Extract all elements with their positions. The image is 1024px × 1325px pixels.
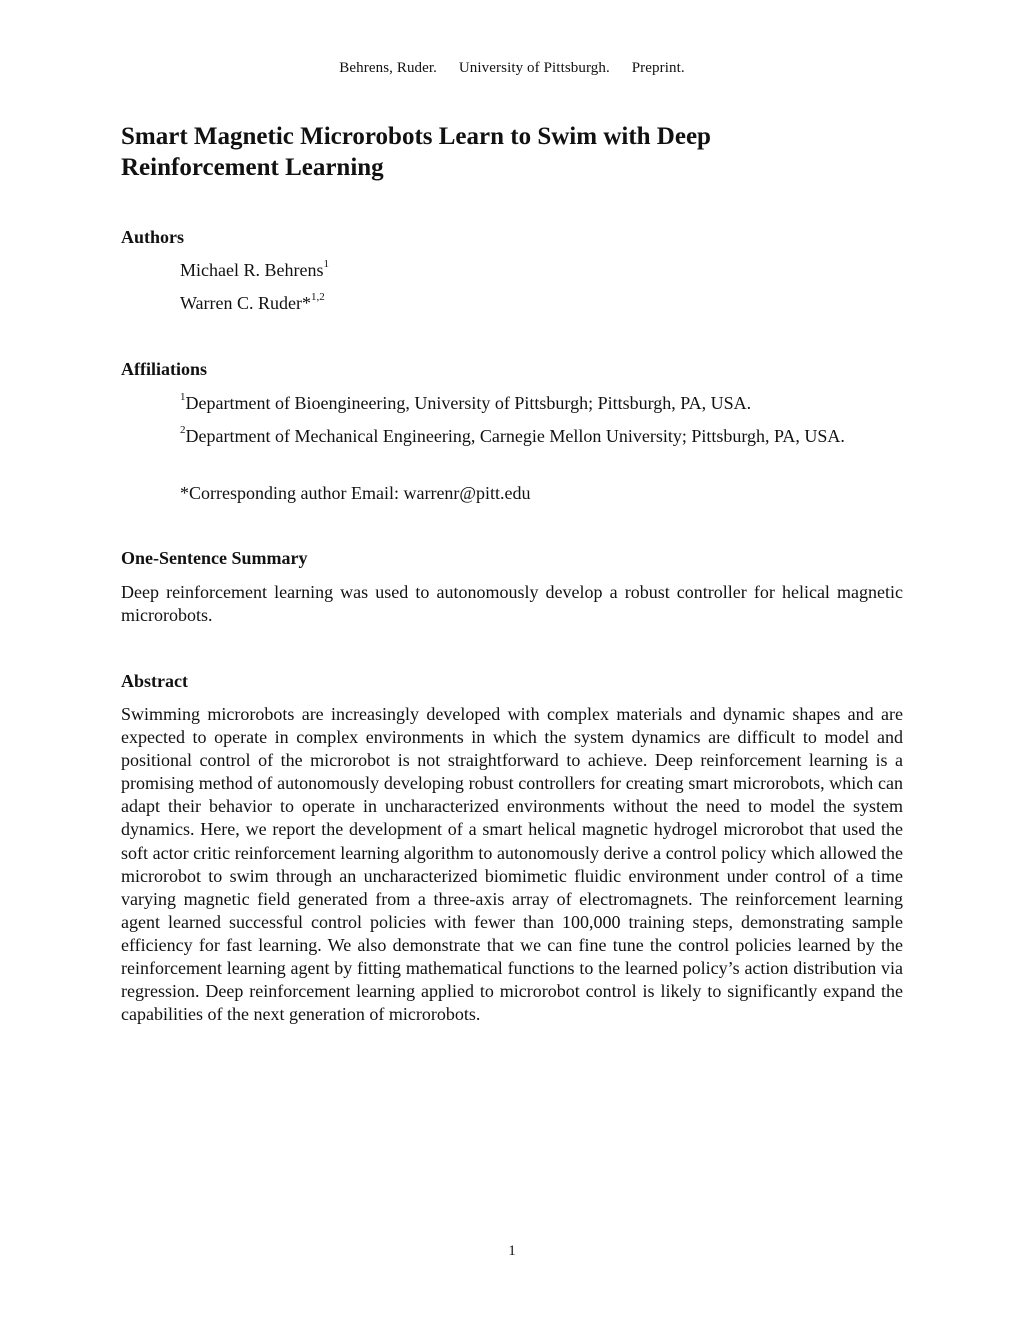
- corresponding-author: *Corresponding author Email: warrenr@pitt.edu: [180, 483, 531, 503]
- author-affiliation-marker: 1: [323, 258, 329, 270]
- paper-title: Smart Magnetic Microrobots Learn to Swim with Deep Reinforcement Learning: [121, 123, 711, 181]
- abstract-text: Swimming microrobots are increasingly developed with complex materials and dynamic shapes and are expected to operate in complex environments in which the system dynamics are difficult to model and positional control of the microrobot is not straightforward to achieve. Deep reinforcement learning is a promising method of autonomously developing robust controllers for creating smart microrobots, which can adapt their behavior to operate in uncharacterized environments without the need to model the system dynamics. Here, we report the development of a smart helical magnetic hydrogel microrobot that used the soft actor critic reinforcement learning algorithm to autonomously derive a control policy which allowed the microrobot to swim through an uncharacterized biomimetic fluidic environment under control of a time varying magnetic field generated from a three-axis array of electromagnets. The reinforcement learning agent learned successful control policies with fewer than 100,000 training steps, demonstrating sample efficiency for fast learning. We also demonstrate that we can fine tune the control policies learned by the reinforcement learning agent by fitting mathematical functions to the learned policy’s action distribution via regression. Deep reinforcement learning applied to microrobot control is likely to significantly expand the capabilities of the next generation of microrobots.: [121, 704, 903, 1025]
- header-status: Preprint.: [631, 60, 685, 76]
- affiliation-2: [180, 425, 885, 448]
- affiliation-text: Department of Bioengineering, University of Pittsburgh; Pittsburgh, PA, USA.: [185, 393, 752, 413]
- author-name: Michael R. Behrens: [180, 260, 324, 280]
- affiliation-marker: 1: [180, 391, 186, 403]
- affiliation-marker: 2: [180, 424, 186, 436]
- header-institution: University of Pittsburgh.: [458, 60, 610, 76]
- affiliations-heading: Affiliations: [121, 359, 208, 379]
- header-authors: Behrens, Ruder.: [339, 60, 438, 76]
- page-number: 1: [508, 1243, 516, 1259]
- affiliation-1: [180, 392, 900, 415]
- summary-text: Deep reinforcement learning was used to autonomously develop a robust controller for helical magnetic microrobots.: [121, 582, 903, 626]
- affiliation-text: Department of Mechanical Engineering, Carnegie Mellon University; Pittsburgh, PA, USA.: [185, 426, 845, 446]
- running-header: [0, 60, 1024, 77]
- author-affiliation-marker: 1,2: [311, 291, 325, 303]
- authors-heading: Authors: [121, 227, 185, 247]
- author-2: [180, 292, 900, 315]
- author-1: [180, 259, 900, 282]
- abstract-heading: Abstract: [121, 671, 188, 691]
- author-name: Warren C. Ruder*: [180, 293, 312, 313]
- summary-heading: One-Sentence Summary: [121, 548, 308, 568]
